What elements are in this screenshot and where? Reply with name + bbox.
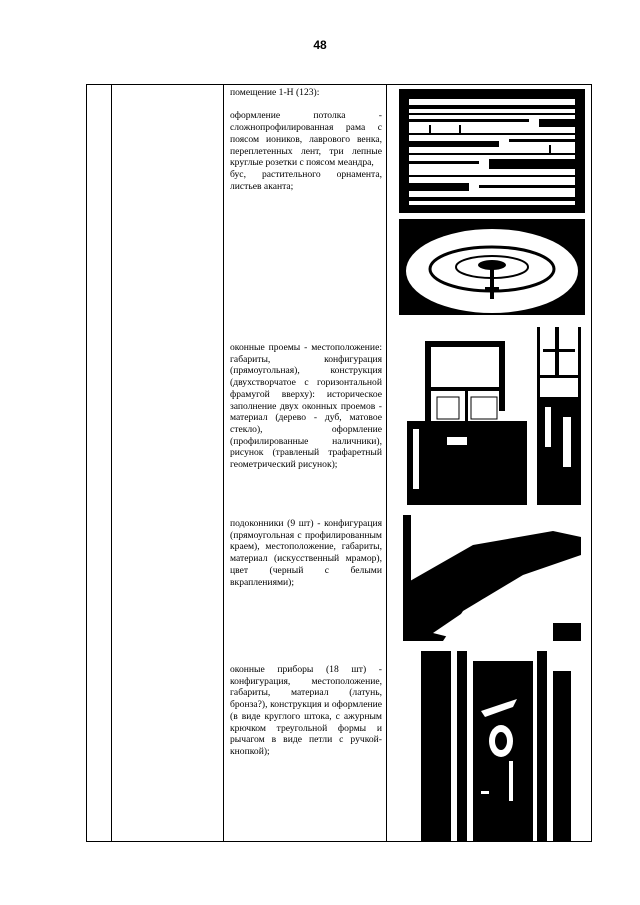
entry-sills-text: подоконники (9 шт) - конфигурация (прямоугольная с профилированным краем), местоположение, габариты, материал (искусственный мрамор), цвет (черный с белыми вкраплениями); <box>230 518 382 588</box>
column-divider <box>223 85 224 841</box>
window-sill-photo <box>403 515 581 641</box>
column-divider <box>111 85 112 841</box>
heritage-items-table <box>86 84 592 842</box>
photo-column <box>387 85 592 841</box>
entry-windows-text: оконные проемы - местоположение: габариты, конфигурация (прямоугольная), конструкция (двухстворчатое с горизонтальной фрамугой вверху): историческое заполнение двух оконных проемов - материал (дерево - дуб, матовое стекло), оформление (профилированные наличники), рисунок (травленый трафаретный геометрический рисунок); <box>230 342 382 471</box>
entry-ceiling-text: помещение 1-Н (123): оформление потолка - сложнопрофилированная рама с поясом иоников, лаврового венка, переплетенных лент, три лепные круглые розетки с поясом меандра, бус, растительного орнамента, листьев аканта; <box>230 87 382 192</box>
page-number: 48 <box>313 38 327 52</box>
ceiling-molding-photo <box>399 89 585 213</box>
window-opening-photo <box>407 337 527 505</box>
window-hardware-photo <box>421 651 571 841</box>
window-frame-photo <box>537 327 581 505</box>
ceiling-rosette-photo <box>399 219 585 315</box>
entry-hardware-text: оконные приборы (18 шт) - конфигурация, местоположение, габариты, материал (латунь, бронза?), конструкция и оформление (в виде круглого штока, с ажурным крючком треугольной формы и рычагом в виде петли с ручкой- кнопкой); <box>230 664 382 757</box>
description-column <box>228 85 384 841</box>
